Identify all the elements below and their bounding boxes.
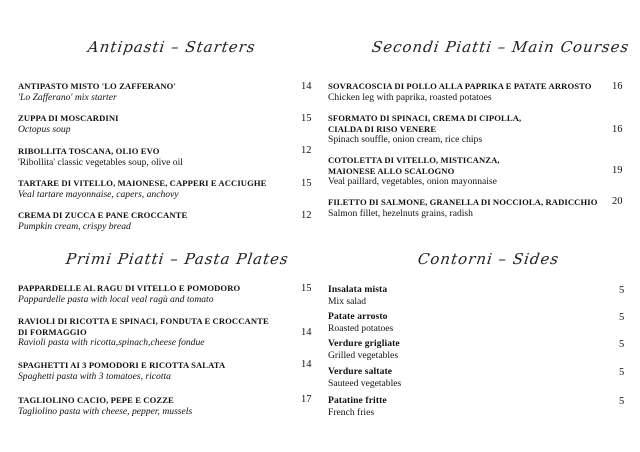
dish-name: ZUPPA DI MOSCARDINI (18, 113, 119, 123)
dish-description: 'Ribollita' classic vegetables soup, olive oil (18, 156, 183, 168)
antipasti-heading: Antipasti – Starters (86, 38, 257, 56)
dish-name: TAGLIOLINO CACIO, PEPE E COZZE (18, 395, 174, 405)
dish-price: 5 (619, 396, 625, 407)
contorni-heading: Contorni – Sides (416, 250, 561, 268)
dish-description: Salmon fillet, hezelnuts grains, radish (328, 207, 473, 219)
dish-price: 14 (301, 81, 312, 92)
menu-item (328, 396, 626, 419)
dish-description: Sauteed vegetables (328, 377, 402, 389)
dish-description: Grilled vegetables (328, 349, 399, 361)
dish-description: French fries (328, 406, 375, 418)
dish-description: Pappardelle pasta with local veal ragù and tomato (18, 293, 214, 305)
dish-name: SPAGHETTI AI 3 POMODORI E RICOTTA SALATA (18, 360, 226, 370)
dish-name: RIBOLLITA TOSCANA, OLIO EVO (18, 146, 160, 156)
dish-name: SOVRACOSCIA DI POLLO ALLA PAPRIKA E PATATE ARROSTO (328, 81, 592, 91)
dish-description: Chicken leg with paprika, roasted potatoes (328, 91, 492, 103)
dish-description: Pumpkin cream, crispy bread (18, 220, 131, 232)
dish-price: 5 (619, 339, 625, 350)
dish-description: Veal tartare mayonnaise, capers, anchovy (18, 188, 179, 200)
dish-price: 14 (301, 359, 312, 370)
dish-price: 5 (619, 285, 625, 296)
dish-price: 15 (301, 178, 312, 189)
menu-item (328, 312, 626, 335)
dish-description: Tagliolino pasta with cheese, pepper, mussels (18, 405, 193, 417)
dish-name: SFORMATO DI SPINACI, CREMA DI CIPOLLA, CIALDA DI RISO VENERE (328, 113, 522, 134)
dish-price: 15 (301, 283, 312, 294)
menu-item (18, 395, 313, 418)
dish-price: 16 (612, 124, 623, 135)
menu-item (328, 197, 626, 220)
dish-price: 20 (612, 196, 623, 207)
menu-item (18, 113, 313, 136)
dish-name: Verdure grigliate (328, 338, 400, 349)
dish-name: Verdure saltate (328, 366, 393, 377)
menu-item (18, 146, 313, 169)
menu-item (18, 81, 313, 104)
dish-price: 15 (301, 113, 312, 124)
menu-item (18, 360, 313, 383)
dish-price: 12 (301, 145, 312, 156)
dish-name: Insalata mista (328, 284, 388, 295)
menu-item (328, 155, 626, 188)
dish-description: Octopus soup (18, 123, 71, 135)
dish-price: 5 (619, 312, 625, 323)
menu-item (18, 316, 313, 349)
menu-item (328, 81, 626, 104)
dish-price: 12 (301, 210, 312, 221)
dish-name: Patate arrosto (328, 311, 388, 322)
dish-price: 5 (619, 367, 625, 378)
dish-name: PAPPARDELLE AL RAGU DI VITELLO E POMODORO (18, 283, 241, 293)
menu-item (18, 178, 313, 201)
dish-name: RAVIOLI DI RICOTTA E SPINACI, FONDUTA E CROCCANTE DI FORMAGGIO (18, 316, 269, 337)
dish-description: Roasted potatoes (328, 322, 394, 334)
primi-heading: Primi Piatti – Pasta Plates (64, 250, 291, 268)
secondi-heading: Secondi Piatti – Main Courses (370, 38, 631, 56)
menu-item (328, 285, 626, 308)
dish-name: COTOLETTA DI VITELLO, MISTICANZA, MAIONESE ALLO SCALOGNO (328, 155, 500, 176)
dish-description: Mix salad (328, 295, 367, 307)
menu-item (18, 210, 313, 233)
menu-item (18, 283, 313, 306)
dish-price: 16 (612, 81, 623, 92)
dish-price: 14 (301, 327, 312, 338)
dish-name: FILETTO DI SALMONE, GRANELLA DI NOCCIOLA, RADICCHIO (328, 197, 598, 207)
dish-name: TARTARE DI VITELLO, MAIONESE, CAPPERI E ACCIUGHE (18, 178, 267, 188)
menu-item (328, 113, 626, 146)
dish-name: CREMA DI ZUCCA E PANE CROCCANTE (18, 210, 188, 220)
dish-name: Patatine fritte (328, 395, 387, 406)
menu-item (328, 367, 626, 390)
menu-item (328, 339, 626, 362)
dish-price: 19 (612, 165, 623, 176)
dish-description: Ravioli pasta with ricotta,spinach,cheese fondue (18, 337, 205, 348)
dish-description: Spaghetti pasta with 3 tomatoes, ricotta (18, 370, 171, 382)
dish-name: ANTIPASTO MISTO 'LO ZAFFERANO' (18, 81, 176, 91)
dish-description: Spinach souffle, onion cream, rice chips (328, 134, 483, 145)
dish-description: 'Lo Zafferano' mix starter (18, 91, 117, 103)
dish-price: 17 (301, 394, 312, 405)
dish-description: Veal paillard, vegetables, onion mayonnaise (328, 176, 497, 187)
